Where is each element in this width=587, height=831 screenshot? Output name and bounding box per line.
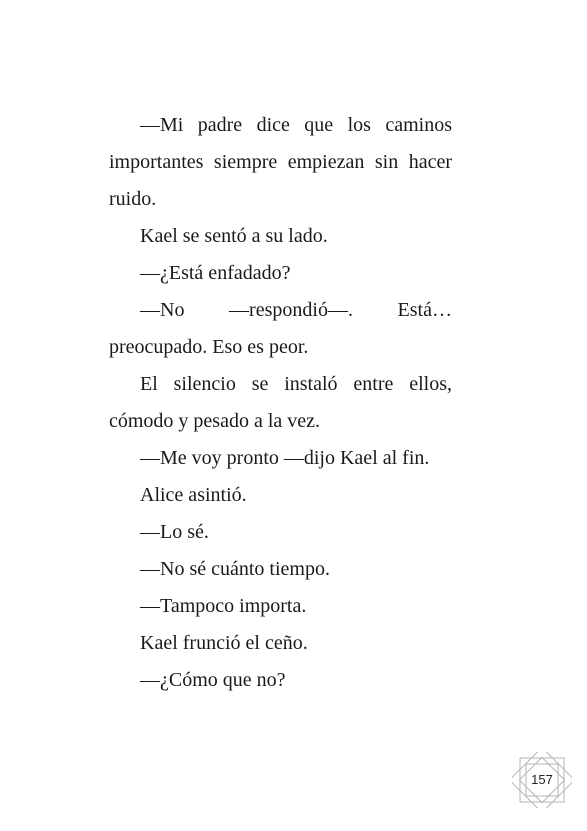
paragraph: El silencio se instaló entre ellos, cómodo y pesado a la vez. (109, 373, 452, 432)
page-number-badge (512, 752, 572, 808)
paragraph: —¿Está enfadado? (140, 262, 291, 284)
paragraph: —Lo sé. (140, 521, 209, 543)
paragraph: —No —respondió—. Está… preocupado. Eso es peor. (109, 299, 452, 358)
paragraph: Kael frunció el ceño. (140, 632, 308, 654)
body-text (109, 107, 452, 699)
page-number: 157 (531, 772, 553, 787)
paragraph: —Mi padre dice que los caminos importantes siempre empiezan sin hacer ruido. (109, 114, 452, 210)
paragraph: —Tampoco importa. (140, 595, 307, 617)
paragraph: —No sé cuánto tiempo. (140, 558, 330, 580)
paragraph: Kael se sentó a su lado. (140, 225, 328, 247)
paragraph: —Me voy pronto —dijo Kael al fin. (140, 447, 430, 469)
paragraph: —¿Cómo que no? (140, 669, 286, 691)
paragraph: Alice asintió. (140, 484, 247, 506)
